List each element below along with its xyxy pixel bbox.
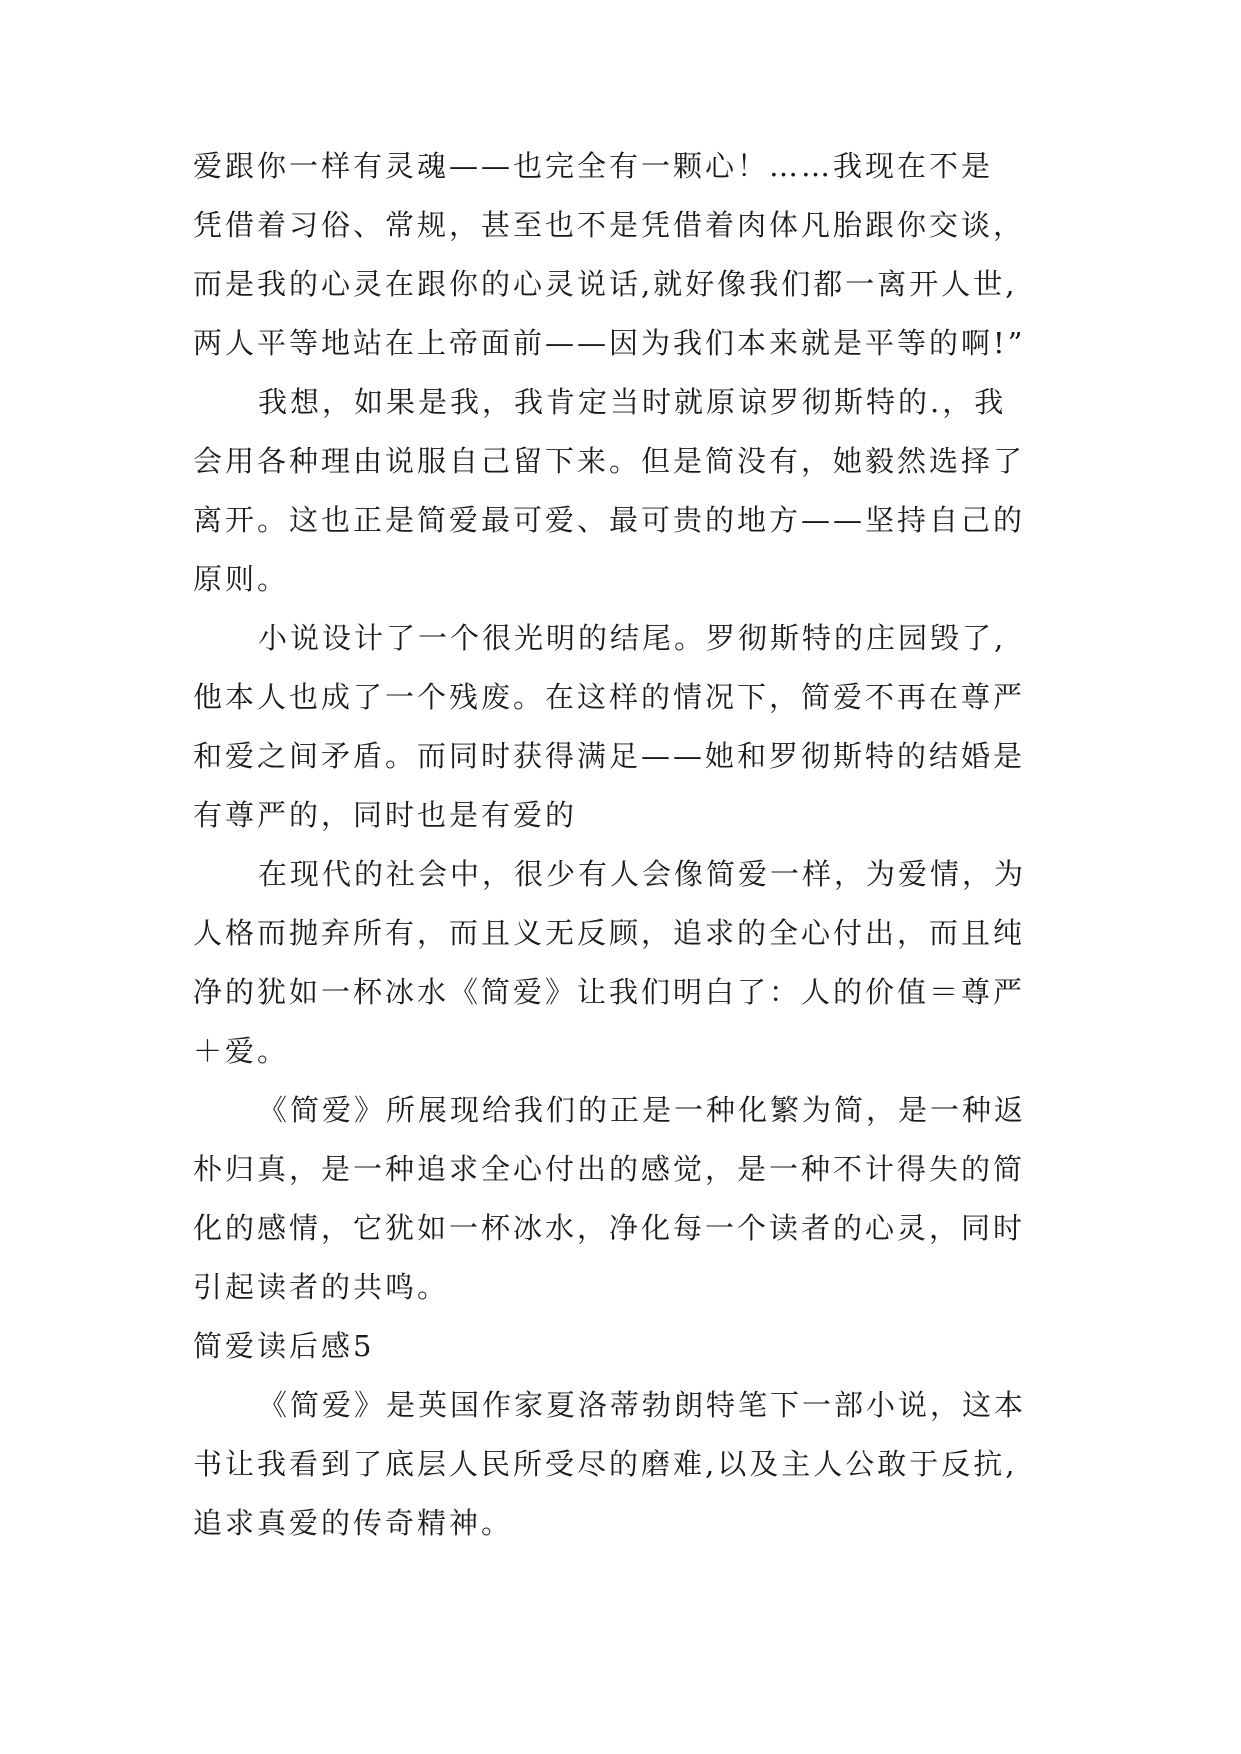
text-line: 凭借着习俗、常规，甚至也不是凭借着肉体凡胎跟你交谈， — [193, 208, 1026, 242]
text-line: ＋爱。 — [193, 1034, 290, 1068]
text-line: 净的犹如一杯冰水《简爱》让我们明白了：人的价值＝尊严 — [193, 975, 1026, 1009]
text-line: 原则。 — [193, 562, 290, 596]
text-line: 追求真爱的传奇精神。 — [193, 1506, 514, 1540]
text-line: 而是我的心灵在跟你的心灵说话,就好像我们都一离开人世, — [193, 267, 1018, 301]
paragraph-start-line: 小说设计了一个很光明的结尾。罗彻斯特的庄园毁了, — [258, 621, 1007, 655]
text-line: 书让我看到了底层人民所受尽的磨难,以及主人公敢于反抗, — [193, 1447, 1018, 1481]
text-line: 和爱之间矛盾。而同时获得满足——她和罗彻斯特的结婚是 — [193, 739, 1026, 773]
text-line: 会用各种理由说服自己留下来。但是简没有，她毅然选择了 — [193, 444, 1026, 478]
text-line: 有尊严的，同时也是有爱的 — [193, 798, 578, 832]
text-line: 他本人也成了一个残废。在这样的情况下，简爱不再在尊严 — [193, 680, 1026, 714]
paragraph-start-line: 《简爱》是英国作家夏洛蒂勃朗特笔下一部小说，这本 — [258, 1388, 1027, 1422]
text-line: 人格而抛弃所有，而且义无反顾，追求的全心付出，而且纯 — [193, 916, 1026, 950]
text-line: 引起读者的共鸣。 — [193, 1270, 450, 1304]
text-line: 爱跟你一样有灵魂——也完全有一颗心！……我现在不是 — [193, 149, 994, 183]
text-line: 两人平等地站在上帝面前——因为我们本来就是平等的啊!” — [193, 326, 1026, 360]
section-heading: 简爱读后感5 — [193, 1329, 375, 1363]
text-line: 化的感情，它犹如一杯冰水，净化每一个读者的心灵，同时 — [193, 1211, 1026, 1245]
paragraph-start-line: 《简爱》所展现给我们的正是一种化繁为简，是一种返 — [258, 1093, 1027, 1127]
paragraph-start-line: 我想，如果是我，我肯定当时就原谅罗彻斯特的.，我 — [258, 385, 1007, 419]
text-line: 朴归真，是一种追求全心付出的感觉，是一种不计得失的简 — [193, 1152, 1026, 1186]
text-line: 离开。这也正是简爱最可爱、最可贵的地方——坚持自己的 — [193, 503, 1026, 537]
paragraph-start-line: 在现代的社会中，很少有人会像简爱一样，为爱情，为 — [258, 857, 1027, 891]
